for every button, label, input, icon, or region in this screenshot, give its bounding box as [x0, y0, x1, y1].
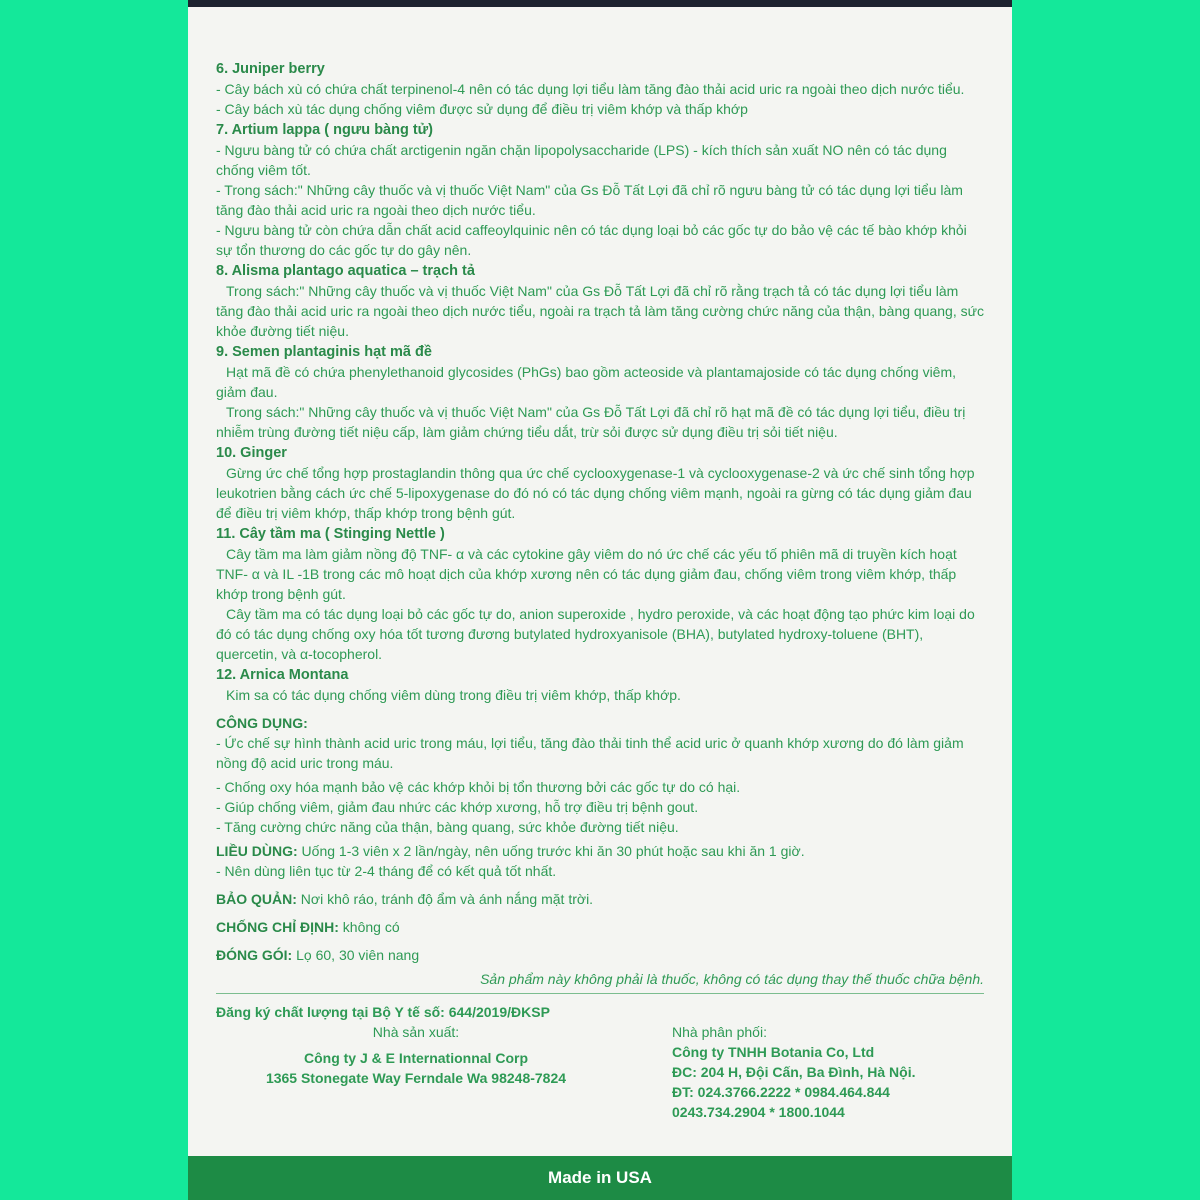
section-7-line-3: - Ngưu bàng tử còn chứa dẫn chất acid caffeoylquinic nên có tác dụng loại bỏ các gốc tự do bảo vệ các tế bào khớp khỏi sự tổn thương do các gốc tự do gây nên.: [216, 222, 967, 258]
leaflet-page: [188, 0, 1012, 1200]
section-heading-12: 12. Arnica Montana: [216, 667, 349, 683]
section-8-line-1: Trong sách:" Những cây thuốc và vị thuốc Việt Nam" của Gs Đỗ Tất Lợi đã chỉ rõ rằng trạch tả có tác dụng lợi tiểu làm tăng đào thải acid uric ra ngoài theo dịch nước tiểu, ngoài ra trạch tả làm tăng cường chức năng của thận, bàng quang, sức khỏe đường tiết niệu.: [216, 283, 984, 339]
storage: [216, 889, 984, 909]
section-11-line-2: Cây tầm ma có tác dụng loại bỏ các gốc tự do, anion superoxide , hydro peroxide, và các hoạt động tạo phức kim loại do đó có tác dụng chống oxy hóa tốt tương đương butylated hydroxyanisole (BHA), butylated hydroxy-toluene (BHT), quercetin, và α-tocopherol.: [216, 606, 975, 662]
usage-line-4: - Tăng cường chức năng của thận, bàng quang, sức khỏe đường tiết niệu.: [216, 819, 679, 835]
usage-line-3: - Giúp chống viêm, giảm đau nhức các khớp xương, hỗ trợ điều trị bệnh gout.: [216, 799, 699, 815]
storage-label: BẢO QUẢN:: [216, 891, 297, 907]
section-7-line-2: - Trong sách:" Những cây thuốc và vị thuốc Việt Nam" của Gs Đỗ Tất Lợi đã chỉ rõ ngưu bàng tử có tác dụng lợi tiểu làm tăng đào thải acid uric ra ngoài theo dịch nước tiểu.: [216, 182, 963, 218]
section-heading-11: 11. Cây tầm ma ( Stinging Nettle ): [216, 526, 445, 542]
section-9-line-2: Trong sách:" Những cây thuốc và vị thuốc Việt Nam" của Gs Đỗ Tất Lợi đã chỉ rõ hạt mã đề có tác dụng lợi tiểu, điều trị nhiễm trùng đường tiết niệu cấp, làm giảm chứng tiểu dắt, trừ sỏi được sử dụng điều trị sỏi tiết niệu.: [216, 404, 966, 440]
contraindication-text: không có: [338, 919, 400, 935]
distributor-phone-1: ĐT: 024.3766.2222 * 0984.464.844: [672, 1084, 890, 1100]
section-6-line-2: - Cây bách xù tác dụng chống viêm được sử dụng để điều trị viêm khớp và thấp khớp: [216, 101, 748, 117]
section-12-line-1: Kim sa có tác dụng chống viêm dùng trong điều trị viêm khớp, thấp khớp.: [226, 687, 681, 703]
dosage-label: LIỀU DÙNG:: [216, 843, 298, 859]
usage-line-1: - Ức chế sự hình thành acid uric trong máu, lợi tiểu, tăng đào thải tinh thể acid uric ở quanh khớp xương do đó làm giảm nồng độ acid uric trong máu.: [216, 735, 964, 771]
section-9-line-1: Hạt mã đề có chứa phenylethanoid glycosides (PhGs) bao gồm acteoside và plantamajoside có tác dụng chống viêm, giảm đau.: [216, 364, 957, 400]
made-in-band: Made in USA: [188, 1156, 1012, 1200]
registration-number: Đăng ký chất lượng tại Bộ Y tế số: 644/2019/ĐKSP: [216, 1004, 550, 1020]
packaging-label: ĐÓNG GÓI:: [216, 947, 293, 963]
packaging: [216, 945, 984, 965]
top-edge: [188, 0, 1012, 7]
section-6-line-1: - Cây bách xù có chứa chất terpinenol-4 nên có tác dụng lợi tiểu làm tăng đào thải acid uric ra ngoài theo dịch nước tiểu.: [216, 81, 965, 97]
distributor-name: Công ty TNHH Botania Co, Ltd: [672, 1044, 875, 1060]
packaging-text: Lọ 60, 30 viên nang: [292, 947, 420, 963]
usage-line-2: - Chống oxy hóa mạnh bảo vệ các khớp khỏi bị tổn thương bởi các gốc tự do có hại.: [216, 779, 741, 795]
leaflet-content: [216, 58, 984, 1142]
distributor-phone-2: 0243.734.2904 * 1800.1044: [672, 1104, 845, 1120]
section-7-line-1: - Ngưu bàng tử có chứa chất arctigenin ngăn chặn lipopolysaccharide (LPS) - kích thích sản xuất NO nên có tác dụng chống viêm tốt.: [216, 142, 947, 178]
distributor-address: ĐC: 204 H, Đội Cấn, Ba Đình, Hà Nội.: [672, 1064, 916, 1080]
company-info: [216, 1022, 984, 1142]
section-heading-6: 6. Juniper berry: [216, 61, 325, 77]
contraindication: [216, 917, 984, 937]
section-11-line-1: Cây tầm ma làm giảm nồng độ TNF- α và các cytokine gây viêm do nó ức chế các yếu tố phiên mã di truyền kích hoạt TNF- α và IL -1B trong các mô hoạt dịch của khớp xương nên có tác dụng giảm đau, chống viêm trong viêm khớp, thấp khớp trong bệnh gút.: [216, 546, 957, 602]
storage-text: Nơi khô ráo, tránh độ ẩm và ánh nắng mặt trời.: [296, 891, 594, 907]
usage-heading: CÔNG DỤNG:: [216, 715, 308, 731]
section-heading-10: 10. Ginger: [216, 445, 287, 461]
distributor-label: Nhà phân phối:: [672, 1024, 767, 1040]
manufacturer-address: 1365 Stonegate Way Ferndale Wa 98248-7824: [265, 1070, 567, 1086]
dosage-line-2: - Nên dùng liên tục từ 2-4 tháng để có kết quả tốt nhất.: [216, 863, 557, 879]
contraindication-label: CHỐNG CHỈ ĐỊNH:: [216, 919, 339, 935]
dosage-text: Uống 1-3 viên x 2 lần/ngày, nên uống trước khi ăn 30 phút hoặc sau khi ăn 1 giờ.: [297, 843, 805, 859]
manufacturer-block: [216, 1022, 616, 1088]
distributor-block: [672, 1022, 992, 1122]
section-heading-8: 8. Alisma plantago aquatica – trạch tả: [216, 263, 475, 279]
disclaimer: Sản phẩm này không phải là thuốc, không có tác dụng thay thế thuốc chữa bệnh.: [216, 969, 984, 994]
section-10-line-1: Gừng ức chế tổng hợp prostaglandin thông qua ức chế cyclooxygenase-1 và cyclooxygenase-2 và ức chế sinh tổng hợp leukotrien bằng cách ức chế 5-lipoxygenase do đó nó có tác dụng chống viêm mạnh, ngoài ra gừng có tác dụng giảm đau để điều trị viêm khớp, thấp khớp trong bệnh gút.: [216, 465, 975, 521]
section-heading-7: 7. Artium lappa ( ngưu bàng tử): [216, 122, 434, 138]
section-heading-9: 9. Semen plantaginis hạt mã đề: [216, 344, 432, 360]
manufacturer-label: Nhà sản xuất:: [372, 1024, 460, 1040]
manufacturer-name: Công ty J & E Internationnal Corp: [303, 1050, 528, 1066]
dosage: [216, 841, 984, 861]
